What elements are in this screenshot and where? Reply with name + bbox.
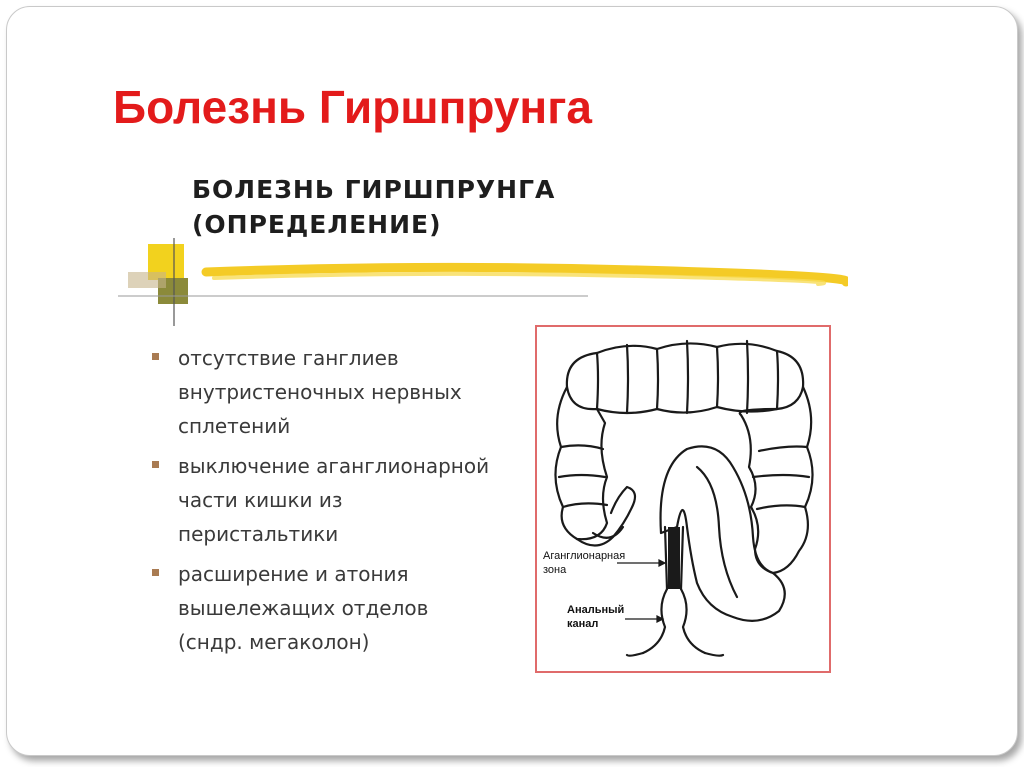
section-heading-line-1: БОЛЕЗНЬ ГИРШПРУНГА [192, 175, 556, 204]
anal-canal-label: Анальный канал [567, 604, 625, 630]
colon-illustration [535, 325, 831, 673]
decorative-highlight-bar [118, 238, 848, 328]
bullet-item [150, 449, 530, 551]
bullet-text: расширение и атония вышележащих отделов (сндр. мегаколон) [178, 562, 429, 654]
slide-title: Болезнь Гиршпрунга [113, 81, 592, 133]
descending-colon [740, 387, 813, 573]
anal-canal [643, 589, 705, 653]
bullet-text: отсутствие ганглиев внутристеночных нервных сплетений [178, 346, 462, 438]
section-heading-line-2: (ОПРЕДЕЛЕНИЕ) [192, 210, 442, 239]
bullet-item [150, 557, 530, 659]
shadow-square-decoration [128, 272, 166, 288]
section-heading [192, 172, 555, 242]
bullet-item [150, 341, 530, 443]
bullet-text: выключение аганглионарной части кишки из перистальтики [178, 454, 490, 546]
aganglionic-zone-label: Аганглионарная зона [543, 550, 626, 576]
bullet-list [150, 341, 530, 665]
aganglionic-segment [668, 527, 680, 589]
transverse-colon [567, 343, 803, 413]
